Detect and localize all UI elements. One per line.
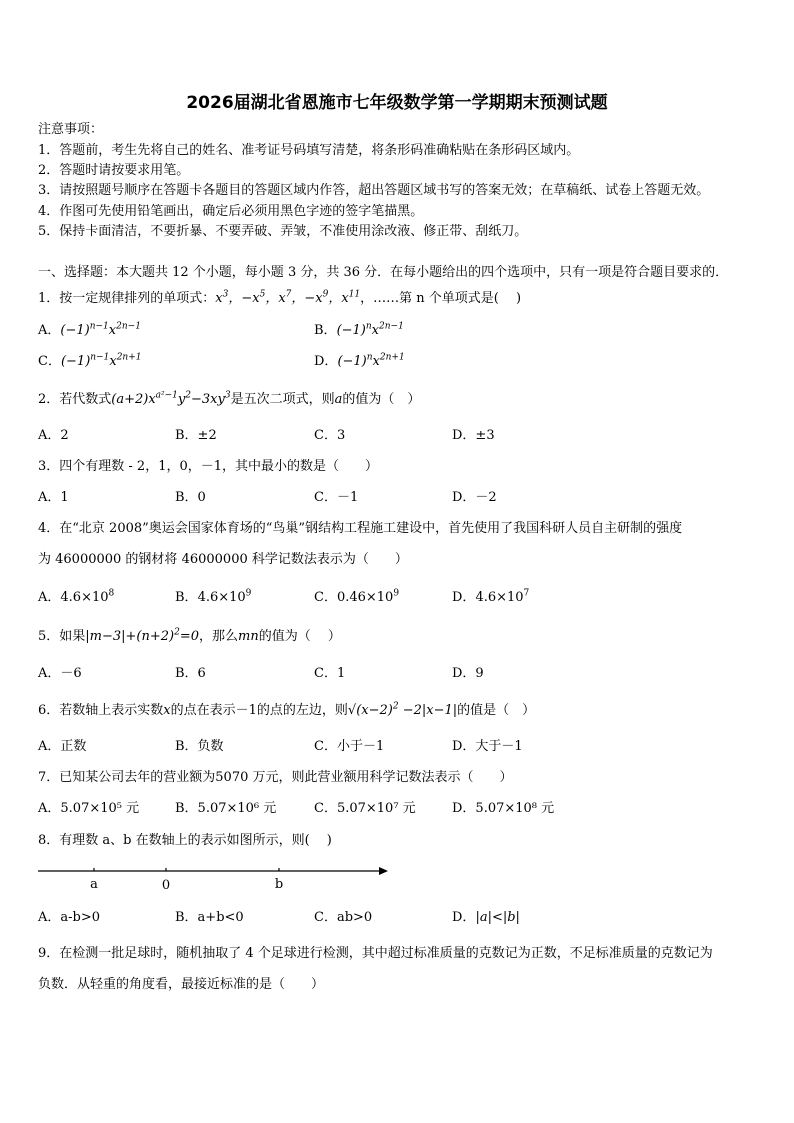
q1-option-c[interactable]: C．$(-1)^{n-1}x^{2n+1}$ [38,352,142,369]
question-3: 3．四个有理数 - 2，1，0，－1，其中最小的数是（ ） [38,459,379,474]
arrow-head-icon [379,867,388,875]
q1-stem-a: 1．按一定规律排列的单项式： [38,291,216,306]
q2-option-a[interactable]: A．2 [38,428,69,443]
q3-option-c[interactable]: C．－1 [314,490,359,505]
q1-option-d[interactable]: D．$(-1)^nx^{2n+1}$ [314,352,405,369]
question-9-line-2: 负数．从轻重的角度看，最接近标准的是（ ） [38,977,325,992]
notice-item-5: 5．保持卡面清洁，不要折暴、不要弄破、弄皱，不准使用涂改液、修正带、刮纸刀。 [38,224,528,239]
q7-option-d[interactable]: D．5.07×10⁸ 元 [452,801,555,816]
q4-option-d[interactable]: D．$4.6\times 10^7$ [452,588,530,605]
page-title: 2026届湖北省恩施市七年级数学第一学期期末预测试题 [186,93,608,113]
q4-option-c[interactable]: C．$0.46\times 10^9$ [314,588,400,605]
q3-option-d[interactable]: D．－2 [452,490,497,505]
q6-option-d[interactable]: D．大于－1 [452,739,523,754]
q5-option-d[interactable]: D．9 [452,666,484,681]
q6-option-a[interactable]: A．正数 [38,739,87,754]
question-4-line-1: 4．在“北京 2008”奥运会国家体育场的“鸟巢”钢结构工程施工建设中，首先使用了我国科研人员自主研制的强度 [38,521,683,536]
q8-option-a[interactable]: A．a-b>0 [38,910,101,925]
q1-sequence: $x^3$，$-x^5$，$x^7$，$-x^9$，$x^{11}$ [215,289,361,306]
q5-option-b[interactable]: B．6 [175,666,206,681]
number-line-figure [38,862,398,892]
q4-option-b[interactable]: B．$4.6\times 10^9$ [175,588,252,605]
label-zero: 0 [161,878,171,892]
q8-option-d[interactable]: D．|a|<|b| [452,910,520,925]
q7-option-a[interactable]: A．5.07×10⁵ 元 [38,801,140,816]
q7-option-c[interactable]: C．5.07×10⁷ 元 [314,801,416,816]
q2-option-b[interactable]: B．±2 [175,428,217,443]
section-heading: 一、选择题：本大题共 12 个小题，每小题 3 分，共 36 分．在每小题给出的四个选项中，只有一项是符合题目要求的． [38,265,729,280]
q1-option-b[interactable]: B．$(-1)^nx^{2n-1}$ [314,321,404,338]
q8-option-b[interactable]: B．a+b<0 [175,910,244,925]
q2-option-c[interactable]: C．3 [314,428,346,443]
q6-expression: $√(x-2)^2 -2|x-1|$ [347,701,458,718]
q5-option-a[interactable]: A．－6 [38,666,82,681]
q2-expression: $(a+2)x^{a^2-1}y^2-3xy^3$ [111,390,231,407]
question-4-line-2: 为 46000000 的钢材将 46000000 科学记数法表示为（ ） [38,552,408,567]
notice-item-3: 3．请按照题号顺序在答题卡各题目的答题区域内作答，超出答题区域书写的答案无效；在草稿纸、试卷上答题无效。 [38,183,710,198]
question-9-line-1: 9．在检测一批足球时，随机抽取了 4 个足球进行检测，其中超过标准质量的克数记为正数，不足标准质量的克数记为 [38,946,713,961]
q5-option-c[interactable]: C．1 [314,666,346,681]
q8-option-c[interactable]: C．ab>0 [314,910,373,925]
question-8: 8．有理数 a、b 在数轴上的表示如图所示，则( ) [38,833,332,848]
q6-option-c[interactable]: C．小于－1 [314,739,385,754]
q1-stem-b: ，……第 n 个单项式是( ) [360,291,522,306]
question-6: 6．若数轴上表示实数x的点在表示－1的点的左边，则$√(x-2)^2 -2|x-1|$的值是（ ） [38,701,536,718]
q5-equation: $|m-3|+(n+2)^2=0$ [85,627,200,644]
question-1 [38,291,521,307]
notice-item-1: 1．答题前，考生先将自己的姓名、准考证号码填写清楚，将条形码准确粘贴在条形码区域内。 [38,143,580,158]
label-a: a [90,877,98,892]
q6-option-b[interactable]: B．负数 [175,739,224,754]
q1-option-a[interactable]: A．$(-1)^{n-1}x^{2n-1}$ [38,321,141,338]
q2-option-d[interactable]: D．±3 [452,428,495,443]
notice-item-4: 4．作图可先使用铅笔画出，确定后必须用黑色字迹的签字笔描黑。 [38,204,424,219]
q7-option-b[interactable]: B．5.07×10⁶ 元 [175,801,277,816]
q3-option-b[interactable]: B．0 [175,490,206,505]
q4-option-a[interactable]: A．$4.6\times 10^8$ [38,588,115,605]
question-5: 5．如果$|m-3|+(n+2)^2=0$，那么mn的值为（ ） [38,627,341,644]
question-7: 7．已知某公司去年的营业额为5070 万元，则此营业额用科学记数法表示（ ） [38,770,513,785]
question-2: 2．若代数式$(a+2)x^{a^2-1}y^2-3xy^3$是五次二项式，则a的值为（ ） [38,390,421,407]
notice-item-2: 2．答题时请按要求用笔。 [38,163,190,178]
label-b: b [274,877,284,892]
notice-heading: 注意事项： [38,122,104,137]
q3-option-a[interactable]: A．1 [38,490,69,505]
